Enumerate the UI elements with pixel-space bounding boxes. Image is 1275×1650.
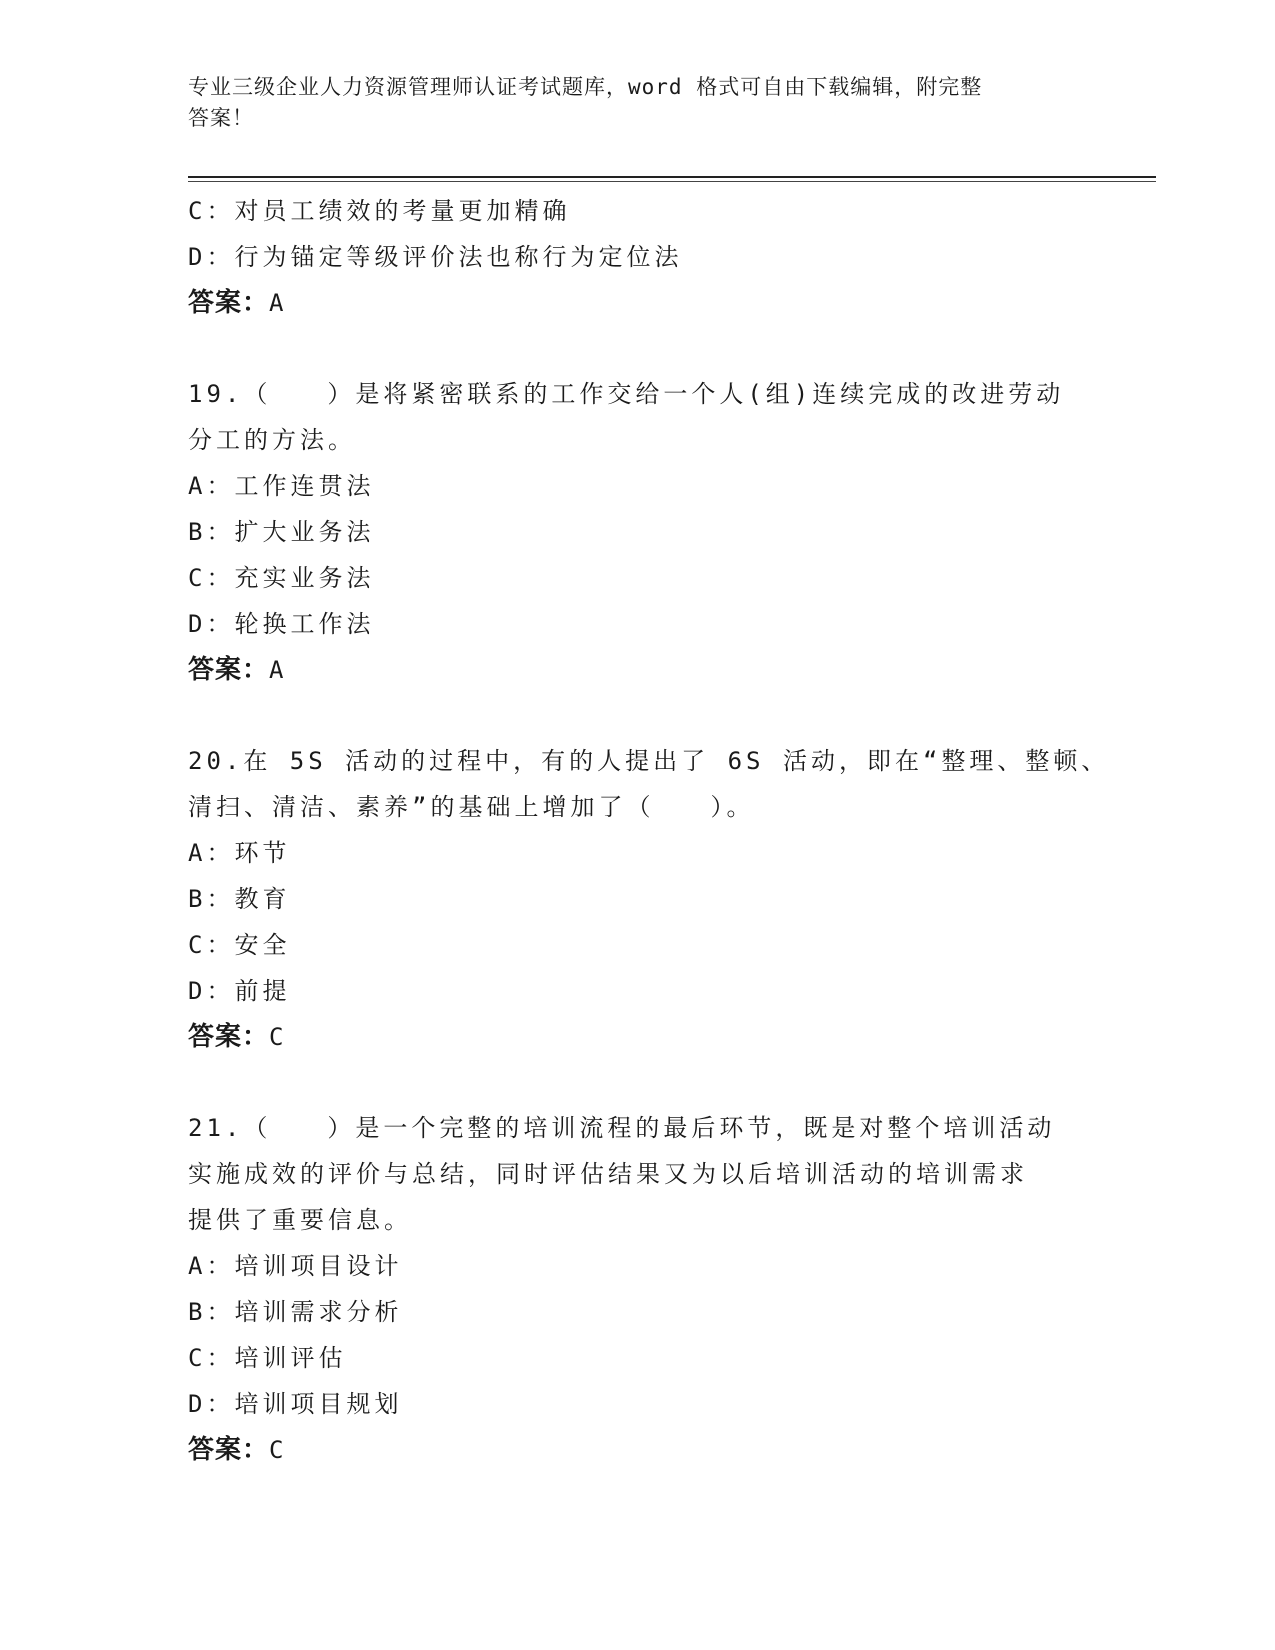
question-stem-line: 提供了重要信息。	[188, 1206, 412, 1234]
document-header	[188, 72, 1068, 134]
question-block-18	[188, 188, 1088, 326]
option-a: A：工作连贯法	[188, 472, 375, 500]
question-block-21	[188, 1105, 1088, 1473]
header-line-2: 答案！	[188, 106, 254, 130]
answer-value: C	[269, 1436, 285, 1464]
option-d: D：前提	[188, 977, 291, 1005]
option-d: D：培训项目规划	[188, 1390, 403, 1418]
option-a: A：环节	[188, 839, 291, 867]
question-stem-line: 实施成效的评价与总结，同时评估结果又为以后培训活动的培训需求	[188, 1160, 1028, 1188]
question-list	[188, 188, 1110, 1473]
answer-value: A	[269, 656, 285, 684]
header-divider-thin	[188, 181, 1156, 182]
option-b: B：教育	[188, 885, 291, 913]
answer-line	[188, 1427, 1088, 1473]
answer-value: A	[269, 289, 285, 317]
answer-line	[188, 647, 1088, 693]
option-c: C：充实业务法	[188, 564, 375, 592]
question-block-20	[188, 738, 1110, 1060]
header-divider-thick	[188, 176, 1156, 178]
option-c: C：安全	[188, 931, 291, 959]
answer-label: 答案：	[188, 288, 270, 318]
question-stem-line: 21.（ ）是一个完整的培训流程的最后环节，既是对整个培训活动	[188, 1114, 1056, 1142]
answer-label: 答案：	[188, 655, 270, 685]
answer-label: 答案：	[188, 1022, 270, 1052]
spacer	[188, 326, 1088, 371]
question-stem-line: 分工的方法。	[188, 426, 356, 454]
spacer	[188, 693, 1088, 738]
question-stem-line: 清扫、清洁、素养”的基础上增加了（ ）。	[188, 793, 755, 821]
answer-line	[188, 1014, 1088, 1060]
question-block-19	[188, 371, 1088, 693]
option-d: D：轮换工作法	[188, 610, 375, 638]
option-b: B：扩大业务法	[188, 518, 375, 546]
answer-label: 答案：	[188, 1435, 270, 1465]
option-d: D：行为锚定等级评价法也称行为定位法	[188, 243, 683, 271]
header-line-1: 专业三级企业人力资源管理师认证考试题库，word 格式可自由下载编辑，附完整	[188, 75, 983, 99]
option-a: A：培训项目设计	[188, 1252, 403, 1280]
question-stem-line: 20.在 5S 活动的过程中，有的人提出了 6S 活动，即在“整理、整顿、	[188, 747, 1110, 775]
option-c: C：对员工绩效的考量更加精确	[188, 197, 571, 225]
question-stem-line: 19.（ ）是将紧密联系的工作交给一个人(组)连续完成的改进劳动	[188, 380, 1065, 408]
option-c: C：培训评估	[188, 1344, 347, 1372]
option-b: B：培训需求分析	[188, 1298, 403, 1326]
answer-line	[188, 280, 1088, 326]
answer-value: C	[269, 1023, 285, 1051]
spacer	[188, 1060, 1088, 1105]
